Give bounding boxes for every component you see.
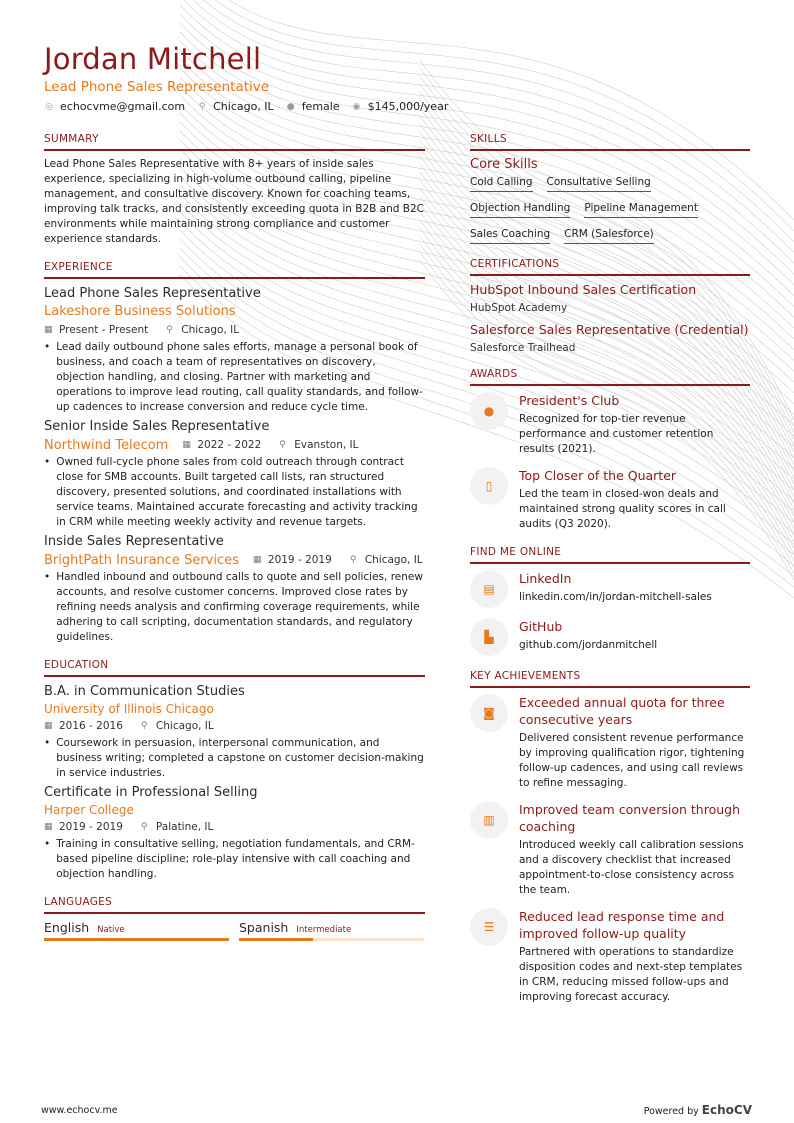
online-item[interactable] (470, 570, 750, 608)
location-icon: ⚲ (140, 821, 148, 832)
location-icon: ⚲ (198, 101, 206, 112)
chat-bubble-icon: ● (483, 404, 495, 418)
language-bar-fill (44, 938, 229, 941)
education-item (44, 683, 425, 781)
language-name: English (44, 920, 90, 935)
job-location-text: Chicago, IL (181, 324, 240, 336)
experience-item (44, 285, 425, 415)
job-location (166, 324, 239, 336)
achievement-desc: Introduced weekly call calibration sessions and a discovery checklist that increased appointment-to-close consistency across the team. (519, 839, 744, 896)
education-heading: EDUCATION (44, 659, 425, 677)
awards-section (470, 368, 750, 532)
experience-section (44, 261, 425, 645)
company-meta-row (44, 551, 425, 570)
calendar-icon: ▦ (44, 720, 53, 731)
location-icon: ⚲ (140, 720, 148, 731)
job-dates-text: Present - Present (59, 324, 149, 336)
education-section (44, 659, 425, 882)
language-header (239, 920, 424, 935)
sliders-icon: ☰ (483, 920, 495, 934)
education-location (141, 720, 214, 732)
online-title: LinkedIn (519, 571, 572, 586)
online-section (470, 546, 750, 656)
skills-group-title: Core Skills (470, 157, 538, 172)
job-title: Senior Inside Sales Representative (44, 419, 270, 434)
language-item (44, 920, 229, 941)
chart-icon: ▥ (483, 813, 495, 827)
footer-website[interactable]: www.echocv.me (41, 1105, 118, 1116)
contact-location-text: Chicago, IL (213, 100, 274, 113)
summary-section (44, 133, 425, 247)
candidate-title: Lead Phone Sales Representative (44, 79, 270, 95)
language-level: Native (97, 925, 125, 935)
award-item (470, 467, 750, 532)
achievements-section (470, 670, 750, 1005)
job-bullet (44, 340, 425, 415)
job-meta (182, 439, 358, 451)
job-bullet (44, 455, 425, 530)
at-icon: ◎ (45, 101, 53, 112)
achievement-desc: Delivered consistent revenue performance by improving qualification rigor, tightening follow-up cadences, and using call reviews to refine messaging. (519, 732, 745, 789)
education-bullet (44, 837, 425, 882)
location-icon: ⚲ (279, 439, 286, 450)
company-name: Lakeshore Business Solutions (44, 304, 236, 319)
school-name: University of Illinois Chicago (44, 702, 214, 716)
achievement-title: Reduced lead response time and improved follow-up quality (519, 909, 725, 941)
phone-icon: ▯ (485, 479, 493, 493)
skill-chip: Objection Handling (470, 202, 570, 218)
award-title: Top Closer of the Quarter (519, 468, 677, 483)
achievement-item (470, 908, 750, 1005)
calendar-icon: ▦ (182, 439, 191, 450)
skill-chip: Consultative Selling (547, 176, 651, 192)
education-dates-text: 2019 - 2019 (59, 821, 123, 833)
certification-org: Salesforce Trailhead (470, 342, 576, 354)
summary-heading: SUMMARY (44, 133, 425, 151)
skill-chip: Cold Calling (470, 176, 533, 192)
contact-bar (44, 100, 448, 113)
job-dates (182, 439, 261, 451)
skills-section (470, 133, 750, 244)
online-icon-badge (470, 618, 508, 656)
achievement-icon-badge (470, 801, 508, 839)
job-title: Lead Phone Sales Representative (44, 286, 261, 301)
building-icon: ▙ (484, 630, 494, 644)
language-name: Spanish (239, 920, 289, 935)
footer-powered-by (644, 1103, 752, 1117)
job-location-text: Evanston, IL (294, 439, 359, 451)
document-icon: ▤ (483, 582, 495, 596)
job-meta (253, 554, 423, 566)
calendar-icon: ▦ (252, 554, 262, 565)
job-bullet-text: Owned full-cycle phone sales from cold outreach through contract close for SMB accounts. Built targeted call lists, ran structured discovery, presented solutions, and coordinated installations with service teams. Maintained accurate forecasting and activity tracking in CRM while meeting weekly activity and revenue targets. (56, 456, 418, 528)
experience-item (44, 533, 425, 645)
contact-gender-text: female (301, 100, 340, 113)
degree-title: B.A. in Communication Studies (44, 684, 245, 699)
salary-icon: ◉ (352, 101, 361, 112)
contact-salary (352, 100, 449, 113)
language-level: Intermediate (296, 925, 352, 935)
degree-title: Certificate in Professional Selling (44, 785, 258, 800)
online-item[interactable] (470, 618, 750, 656)
job-location (350, 554, 423, 566)
certification-org: HubSpot Academy (470, 302, 568, 314)
job-dates (44, 324, 148, 336)
achievement-icon-badge (470, 908, 508, 946)
achievements-heading: KEY ACHIEVEMENTS (470, 670, 750, 688)
achievement-icon-badge (470, 694, 508, 732)
bullet-dot: • (44, 341, 51, 353)
footer-brand: EchoCV (701, 1103, 752, 1117)
contact-email-text: echocvme@gmail.com (60, 100, 186, 113)
education-dates-text: 2016 - 2016 (59, 720, 123, 732)
skill-chip: CRM (Salesforce) (564, 228, 654, 244)
languages-section (44, 896, 425, 941)
language-bar (44, 938, 229, 941)
education-location-text: Palatine, IL (155, 821, 214, 833)
education-item (44, 784, 425, 882)
job-dates (253, 554, 332, 566)
experience-item (44, 418, 425, 530)
company-name: Northwind Telecom (44, 437, 169, 453)
certifications-section (470, 258, 750, 354)
education-bullet-text: Coursework in persuasion, interpersonal communication, and business writing; completed a capstone on customer decision-making in service industries. (56, 737, 424, 779)
language-item (239, 920, 424, 941)
contact-salary-text: $145,000/year (367, 100, 449, 113)
education-location-text: Chicago, IL (155, 720, 214, 732)
certification-name: HubSpot Inbound Sales Certification (470, 282, 697, 297)
job-title: Inside Sales Representative (44, 534, 224, 549)
language-bar (239, 938, 424, 941)
company-meta-row (44, 436, 425, 455)
bullet-dot: • (44, 737, 51, 749)
job-location-text: Chicago, IL (364, 554, 423, 566)
achievement-item (470, 801, 750, 898)
skill-chip: Pipeline Management (584, 202, 698, 218)
location-icon: ⚲ (349, 554, 357, 565)
job-dates-text: 2022 - 2022 (197, 439, 262, 451)
company-name: BrightPath Insurance Services (44, 552, 239, 568)
bullet-dot: • (44, 838, 51, 850)
skills-heading: SKILLS (470, 133, 750, 151)
left-column (44, 133, 425, 955)
job-bullet (44, 570, 425, 645)
certifications-heading: CERTIFICATIONS (470, 258, 750, 276)
award-title: President's Club (519, 393, 620, 408)
online-title: GitHub (519, 619, 563, 634)
contact-location (197, 100, 274, 113)
awards-heading: AWARDS (470, 368, 750, 386)
skill-chip: Sales Coaching (470, 228, 550, 244)
location-icon: ⚲ (166, 324, 173, 335)
job-location (279, 439, 358, 451)
footer-powered-text: Powered by (643, 1106, 699, 1117)
education-dates (44, 821, 123, 833)
achievement-desc: Partnered with operations to standardize disposition codes and next-step templates in CRM, reducing missed follow-ups and improving forecast accuracy. (519, 946, 743, 1003)
job-bullet-text: Lead daily outbound phone sales efforts, manage a personal book of business, and coach a team of representatives on discovery, objection handling, and closing. Partner with marketing and operations to improve lead routing, call quality standards, and follow-up cadences to increase conversion and reduce cycle time. (56, 341, 423, 413)
experience-heading: EXPERIENCE (44, 261, 425, 279)
award-icon-badge (470, 467, 508, 505)
language-header (44, 920, 229, 935)
job-meta (44, 324, 425, 336)
online-link[interactable]: linkedin.com/in/jordan-mitchell-sales (519, 591, 712, 603)
calendar-icon: ▦ (44, 324, 53, 335)
bullet-dot: • (44, 456, 51, 468)
education-bullet-text: Training in consultative selling, negotiation fundamentals, and CRM-based pipeline discipline; role-play intensive with call coaching and objection handling. (56, 838, 415, 880)
award-item (470, 392, 750, 457)
person-icon: ● (286, 101, 295, 112)
education-dates (44, 720, 123, 732)
skills-list (470, 176, 750, 244)
award-desc: Led the team in closed-won deals and maintained strong quality scores in call audits (Q3 2020). (519, 488, 726, 530)
education-location (141, 821, 213, 833)
bullet-dot: • (44, 571, 51, 583)
education-meta (44, 821, 425, 833)
contact-email[interactable] (44, 100, 185, 113)
contact-gender (286, 100, 340, 113)
calendar-icon: ▦ (44, 821, 53, 832)
school-name: Harper College (44, 803, 134, 817)
camera-icon: ◙ (483, 706, 495, 720)
language-bar-fill (239, 938, 313, 941)
job-dates-text: 2019 - 2019 (267, 554, 332, 566)
achievement-title: Improved team conversion through coaching (519, 802, 741, 834)
online-heading: FIND ME ONLINE (470, 546, 750, 564)
achievement-title: Exceeded annual quota for three consecutive years (519, 695, 725, 727)
education-meta (44, 720, 425, 732)
languages-heading: LANGUAGES (44, 896, 425, 914)
award-icon-badge (470, 392, 508, 430)
education-bullet (44, 736, 425, 781)
achievement-item (470, 694, 750, 791)
online-link[interactable]: github.com/jordanmitchell (519, 639, 658, 651)
right-column (470, 133, 750, 1019)
award-desc: Recognized for top-tier revenue performance and customer retention results (2021). (519, 413, 714, 455)
summary-text: Lead Phone Sales Representative with 8+ years of inside sales experience, specializing in high-volume outbound calling, pipeline management, and consultative discovery. Known for coaching teams, improving talk tracks, and consistently exceeding quota in B2B and B2C environments while maintaining strong compliance and customer experience standards. (44, 158, 424, 245)
job-bullet-text: Handled inbound and outbound calls to quote and sell policies, renew accounts, and resolve customer concerns. Improved close rates by refining needs analysis and confirming coverage requirements, while adhering to call scripting, documentation standards, and regulatory guidelines. (56, 571, 423, 643)
languages-list (44, 920, 425, 941)
certification-name: Salesforce Sales Representative (Credential) (470, 322, 749, 337)
online-icon-badge (470, 570, 508, 608)
candidate-name: Jordan Mitchell (44, 42, 262, 76)
